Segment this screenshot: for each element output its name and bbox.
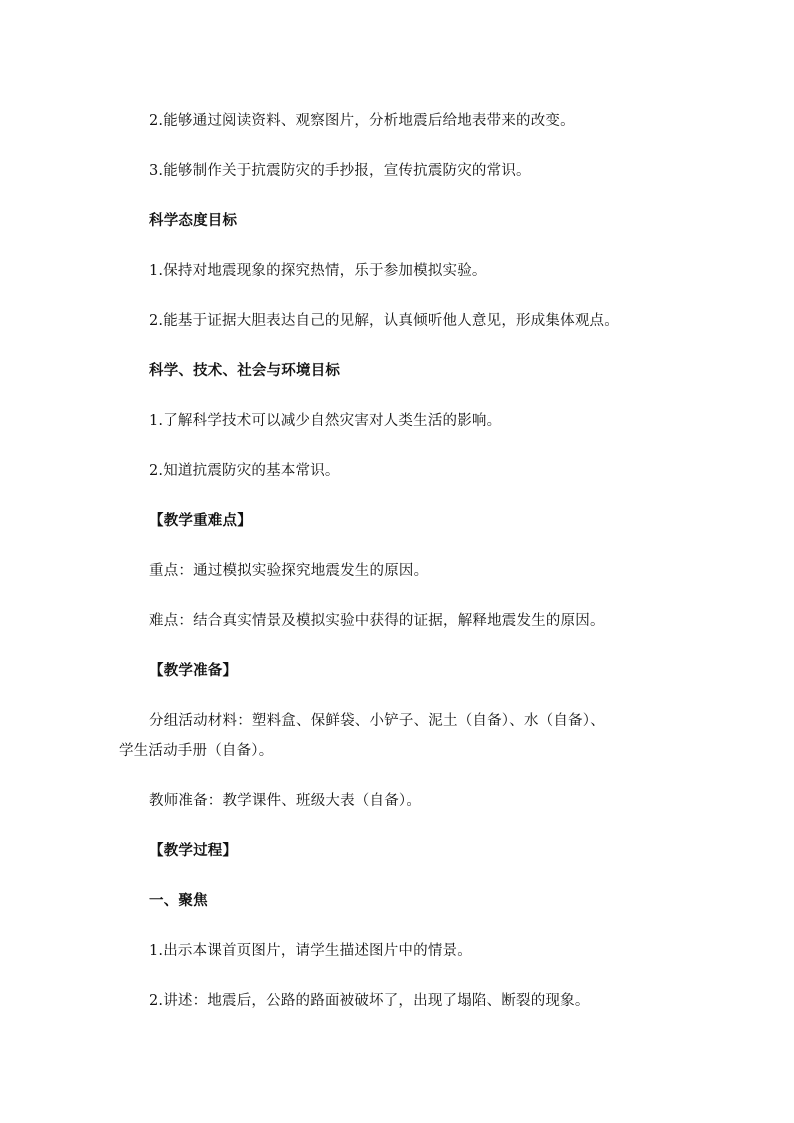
heading-key-difficult: 【教学重难点】: [149, 512, 252, 529]
attitude-item-1: 1.保持对地震现象的探究热情，乐于参加模拟实验。: [149, 262, 487, 279]
objective-2: 2.能够通过阅读资料、观察图片，分析地震后给地表带来的改变。: [149, 112, 575, 129]
group-materials: 分组活动材料：塑料盒、保鲜袋、小铲子、泥土（自备）、水（自备）、: [149, 712, 605, 729]
group-materials-cont: 学生活动手册（自备）。: [119, 742, 274, 759]
focus-step-2: 2.讲述：地震后，公路的路面被破坏了，出现了塌陷、断裂的现象。: [149, 992, 590, 1009]
heading-science-attitude: 科学态度目标: [149, 212, 238, 229]
heading-stse: 科学、技术、社会与环境目标: [149, 362, 341, 379]
stse-item-2: 2.知道抗震防灾的基本常识。: [149, 462, 340, 479]
heading-process: 【教学过程】: [149, 842, 238, 859]
difficult-point: 难点：结合真实情景及模拟实验中获得的证据，解释地震发生的原因。: [149, 612, 605, 629]
focus-step-1: 1.出示本课首页图片，请学生描述图片中的情景。: [149, 942, 472, 959]
attitude-item-2: 2.能基于证据大胆表达自己的见解，认真倾听他人意见，形成集体观点。: [149, 312, 619, 329]
heading-focus: 一、聚焦: [149, 892, 208, 909]
stse-item-1: 1.了解科学技术可以减少自然灾害对人类生活的影响。: [149, 412, 502, 429]
teacher-preparation: 教师准备：教学课件、班级大表（自备）。: [149, 792, 422, 809]
key-point: 重点：通过模拟实验探究地震发生的原因。: [149, 562, 429, 579]
objective-3: 3.能够制作关于抗震防灾的手抄报，宣传抗震防灾的常识。: [149, 162, 531, 179]
heading-preparation: 【教学准备】: [149, 662, 238, 679]
